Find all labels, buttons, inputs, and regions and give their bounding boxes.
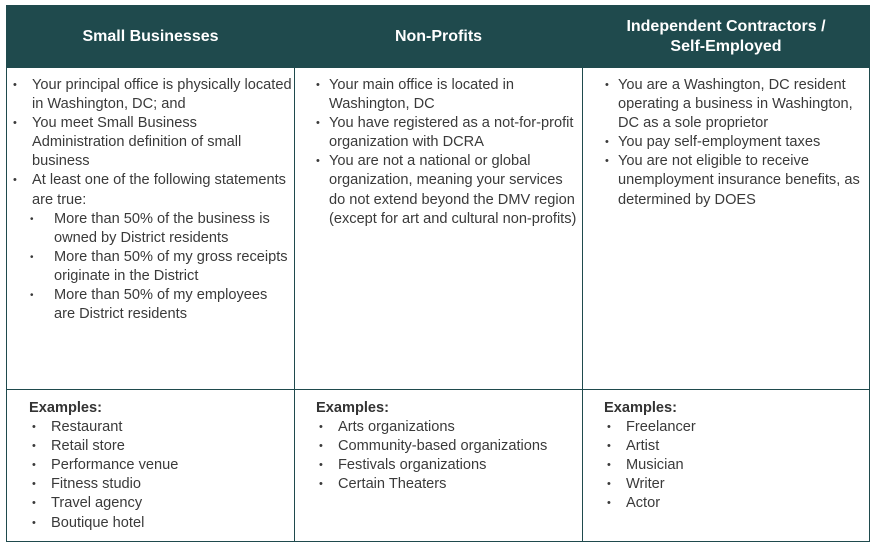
list-item: • You are not eligible to receive unemployment insurance benefits, as determined by DOES	[604, 152, 868, 209]
list-item: • Boutique hotel	[29, 514, 289, 533]
header-label: Small Businesses	[82, 28, 219, 45]
list-item: • Performance venue	[29, 456, 289, 475]
row-divider	[7, 389, 869, 390]
list-item: • Actor	[604, 494, 866, 513]
column-divider	[294, 6, 295, 541]
list-item: • Musician	[604, 456, 866, 475]
list-item: • Retail store	[29, 437, 289, 456]
list-item: • Arts organizations	[316, 418, 578, 437]
small-business-criteria	[10, 76, 292, 324]
list-item: • Your principal office is physically located in Washington, DC; and	[10, 76, 292, 114]
list-item: • You pay self-employment taxes	[604, 133, 868, 152]
contractor-examples	[604, 399, 866, 514]
sub-list-item: • More than 50% of my employees are District residents	[28, 286, 292, 324]
list-item: • Festivals organizations	[316, 456, 578, 475]
sub-list-item: • More than 50% of my gross receipts originate in the District	[28, 248, 292, 286]
header-contractors	[583, 6, 869, 68]
examples-label: Examples:	[316, 400, 390, 416]
header-non-profits	[295, 6, 582, 68]
header-label: Independent Contractors / Self-Employed	[626, 18, 826, 55]
column-divider	[582, 6, 583, 541]
examples-label: Examples:	[604, 400, 678, 416]
header-small-businesses	[7, 6, 294, 68]
sub-list-item: • More than 50% of the business is owned by District residents	[28, 210, 292, 248]
eligibility-table	[6, 5, 870, 542]
list-item: • You are a Washington, DC resident operating a business in Washington, DC as a sole proprietor	[604, 76, 868, 133]
list-item: • Your main office is located in Washington, DC	[315, 76, 578, 114]
examples-label: Examples:	[29, 400, 103, 416]
list-item: • Restaurant	[29, 418, 289, 437]
list-item: • Community-based organizations	[316, 437, 578, 456]
list-item: • Freelancer	[604, 418, 866, 437]
small-business-examples	[29, 399, 289, 533]
non-profit-criteria	[298, 76, 578, 229]
list-item: • You are not a national or global organization, meaning your services do not extend beyond the DMV region (except for art and cultural non-profits)	[315, 152, 578, 228]
header-label: Non-Profits	[394, 28, 483, 45]
non-profit-examples	[316, 399, 578, 494]
list-item: • You meet Small Business Administration definition of small business	[10, 114, 292, 171]
list-item: • Travel agency	[29, 494, 289, 513]
list-item: • Artist	[604, 437, 866, 456]
list-item: • At least one of the following statements are true: • More than 50% of the business is owned by District residents • More than 50% of my gross receipts originate in the District • More than 50% of my employees are District residents	[10, 171, 292, 324]
list-item: • Certain Theaters	[316, 475, 578, 494]
list-item: • You have registered as a not-for-profit organization with DCRA	[315, 114, 578, 152]
contractor-criteria	[586, 76, 868, 210]
list-item: • Writer	[604, 475, 866, 494]
list-item: • Fitness studio	[29, 475, 289, 494]
